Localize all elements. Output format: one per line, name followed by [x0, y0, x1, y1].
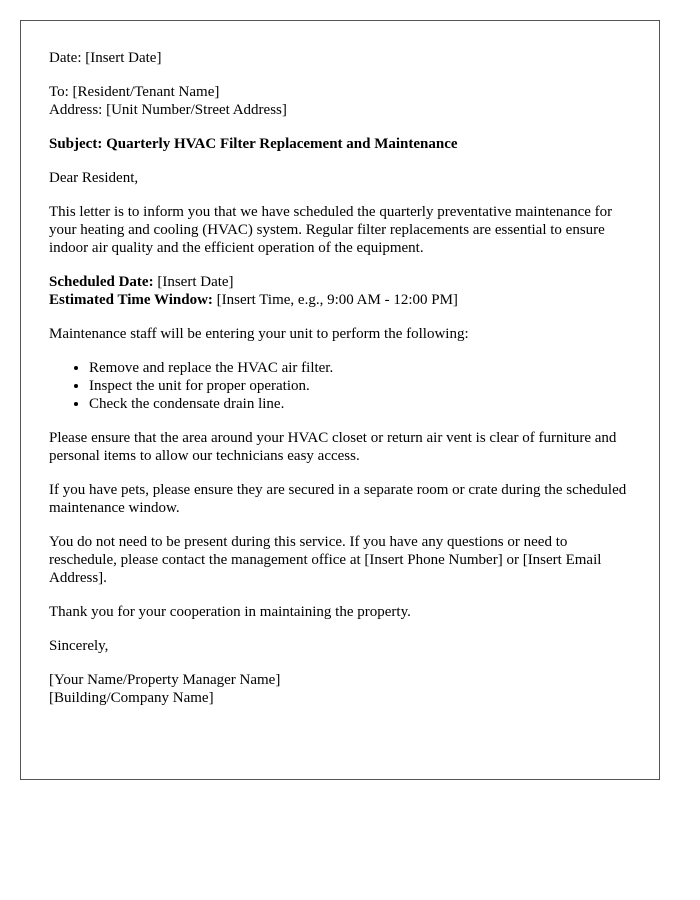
schedule-block [49, 273, 631, 309]
subject-line: Subject: Quarterly HVAC Filter Replacement and Maintenance [49, 136, 458, 152]
intro-paragraph: This letter is to inform you that we have scheduled the quarterly preventative maintenance for your heating and cooling (HVAC) system. Regular filter replacements are essential to ensure indoor air quality and the efficient operation of the equipment. [49, 204, 613, 256]
list-item: • Remove and replace the HVAC air filter. [89, 359, 631, 377]
to-line: To: [Resident/Tenant Name] [49, 84, 220, 100]
scheduled-date-value: [Insert Date] [153, 274, 234, 290]
list-item: • Inspect the unit for proper operation. [89, 377, 631, 395]
list-item: • Check the condensate drain line. [89, 395, 631, 413]
signature-block [49, 671, 631, 707]
thanks-line: Thank you for your cooperation in maintaining the property. [49, 604, 411, 620]
pets-note: If you have pets, please ensure they are secured in a separate room or crate during the scheduled maintenance window. [49, 482, 627, 516]
signature-name: [Your Name/Property Manager Name] [49, 672, 281, 688]
access-note: Please ensure that the area around your HVAC closet or return air vent is clear of furniture and personal items to allow our technicians easy access. [49, 430, 617, 464]
tasks-intro: Maintenance staff will be entering your unit to perform the following: [49, 326, 469, 342]
recipient-block [49, 83, 631, 119]
time-window-label: Estimated Time Window: [49, 292, 213, 308]
time-window-value: [Insert Time, e.g., 9:00 AM - 12:00 PM] [212, 292, 458, 308]
task-list [49, 359, 631, 413]
scheduled-date-label: Scheduled Date: [49, 274, 154, 290]
greeting: Dear Resident, [49, 170, 139, 186]
presence-note: You do not need to be present during this service. If you have any questions or need to reschedule, please contact the management office at [Insert Phone Number] or [Insert Email Address]. [49, 534, 602, 586]
date-line: Date: [Insert Date] [49, 50, 162, 66]
address-line: Address: [Unit Number/Street Address] [49, 102, 287, 118]
signature-company: [Building/Company Name] [49, 690, 214, 706]
letter [20, 20, 660, 780]
closing-line: Sincerely, [49, 638, 109, 654]
